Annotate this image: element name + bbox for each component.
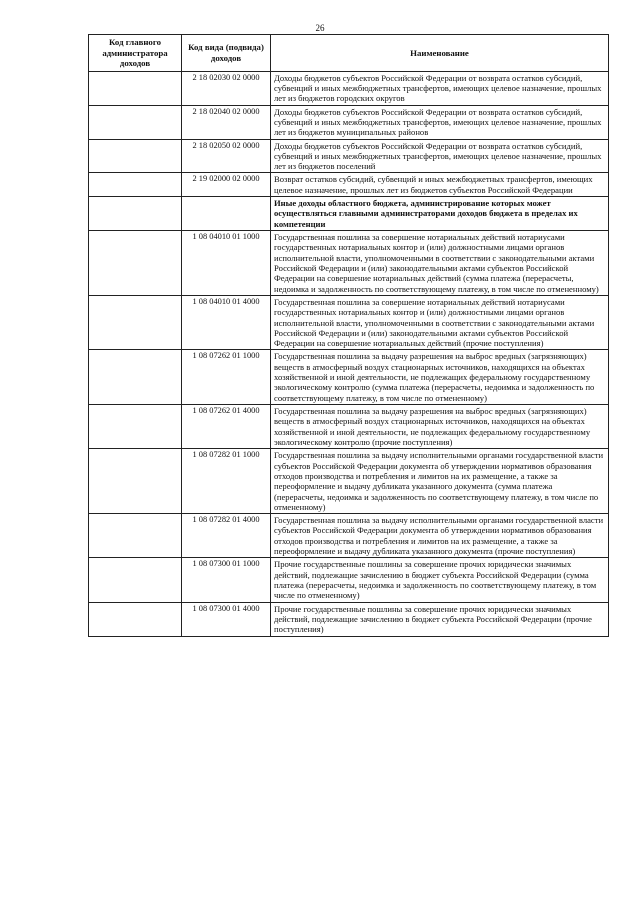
table-row [89, 295, 609, 350]
table-header-row [89, 35, 609, 72]
cell-admin-code [89, 558, 182, 602]
table-row [89, 514, 609, 558]
cell-admin-code [89, 105, 182, 139]
cell-type-code: 2 18 02030 02 0000 [182, 71, 271, 105]
cell-name: Прочие государственные пошлины за совершение прочих юридически значимых действий, подлежащие зачислению в бюджет субъекта Российской Федерации (сумма платежа (перерасчеты, недоимка и задолженность по соответствующему платежу, в том числе по отмененному) [271, 558, 609, 602]
cell-type-code: 1 08 07282 01 1000 [182, 449, 271, 514]
page-number: 26 [315, 23, 325, 33]
cell-name: Прочие государственные пошлины за совершение прочих юридически значимых действий, подлежащие зачислению в бюджет субъекта Российской Федерации (прочие поступления) [271, 602, 609, 636]
cell-name: Возврат остатков субсидий, субвенций и иных межбюджетных трансфертов, имеющих целевое назначение, прошлых лет из бюджетов субъектов Российской Федерации [271, 173, 609, 197]
cell-name: Государственная пошлина за совершение нотариальных действий нотариусами государственных нотариальных контор и (или) должностными лицами органов исполнительной власти, уполномоченными в соответствии с законодательными актами Российской Федерации и (или) законодательными актами субъектов Российской Федерации на совершение нотариальных действий (прочие поступления) [271, 295, 609, 350]
table-row [89, 197, 609, 231]
header-name: Наименование [271, 35, 609, 72]
cell-type-code: 2 18 02050 02 0000 [182, 139, 271, 173]
header-admin-code: Код главного администратора доходов [89, 35, 182, 72]
cell-admin-code [89, 350, 182, 405]
cell-admin-code [89, 405, 182, 449]
cell-type-code: 1 08 07262 01 4000 [182, 405, 271, 449]
cell-type-code: 1 08 07300 01 4000 [182, 602, 271, 636]
cell-admin-code [89, 449, 182, 514]
cell-name: Иные доходы областного бюджета, администрирование которых может осуществляться главными администраторами доходов бюджета в пределах их компетенции [271, 197, 609, 231]
table-row [89, 173, 609, 197]
cell-admin-code [89, 295, 182, 350]
cell-admin-code [89, 173, 182, 197]
table-row [89, 558, 609, 602]
cell-name: Доходы бюджетов субъектов Российской Федерации от возврата остатков субсидий, субвенций и иных межбюджетных трансфертов, имеющих целевое назначение, прошлых лет из бюджетов городских округов [271, 71, 609, 105]
cell-type-code: 2 19 02000 02 0000 [182, 173, 271, 197]
table-row [89, 405, 609, 449]
table-row [89, 105, 609, 139]
table-body [89, 71, 609, 636]
cell-name: Государственная пошлина за выдачу разрешения на выброс вредных (загрязняющих) веществ в атмосферный воздух стационарных источников, находящихся на объектах хозяйственной и иной деятельности, не подлежащих федеральному государственному экологическому контролю (прочие поступления) [271, 405, 609, 449]
cell-name: Государственная пошлина за выдачу разрешения на выброс вредных (загрязняющих) веществ в атмосферный воздух стационарных источников, находящихся на объектах хозяйственной и иной деятельности, не подлежащих федеральному государственному экологическому контролю (сумма платежа (перерасчеты, недоимка и задолженность по соответствующему платежу, в том числе по отмененному) [271, 350, 609, 405]
cell-type-code: 1 08 04010 01 1000 [182, 231, 271, 296]
cell-type-code: 1 08 07282 01 4000 [182, 514, 271, 558]
cell-admin-code [89, 71, 182, 105]
header-type-code: Код вида (подвида) доходов [182, 35, 271, 72]
table-row [89, 350, 609, 405]
cell-admin-code [89, 139, 182, 173]
cell-type-code [182, 197, 271, 231]
cell-type-code: 2 18 02040 02 0000 [182, 105, 271, 139]
table-row [89, 449, 609, 514]
table-row [89, 231, 609, 296]
cell-name: Доходы бюджетов субъектов Российской Федерации от возврата остатков субсидий, субвенций и иных межбюджетных трансфертов, имеющих целевое назначение, прошлых лет из бюджетов поселений [271, 139, 609, 173]
cell-admin-code [89, 602, 182, 636]
cell-admin-code [89, 514, 182, 558]
table-row [89, 602, 609, 636]
cell-admin-code [89, 197, 182, 231]
cell-name: Государственная пошлина за совершение нотариальных действий нотариусами государственных нотариальных контор и (или) должностными лицами органов исполнительной власти, уполномоченными в соответствии с законодательными актами Российской Федерации и (или) законодательными актами субъектов Российской Федерации на совершение нотариальных действий (сумма платежа (перерасчеты, недоимка и задолженность по соответствующему платежу, в том числе по отмененному) [271, 231, 609, 296]
table-row [89, 139, 609, 173]
cell-type-code: 1 08 07300 01 1000 [182, 558, 271, 602]
cell-name: Государственная пошлина за выдачу исполнительными органами государственной власти субъектов Российской Федерации документа об утверждении нормативов образования отходов производства и потребления и лимитов на их размещение, а также за переоформление и выдачу дубликата указанного документа (прочие поступления) [271, 514, 609, 558]
cell-type-code: 1 08 07262 01 1000 [182, 350, 271, 405]
cell-name: Государственная пошлина за выдачу исполнительными органами государственной власти субъектов Российской Федерации документа об утверждении нормативов образования отходов производства и потребления и лимитов на их размещение, а также за переоформление и выдачу дубликата указанного документа (сумма платежа (перерасчеты, недоимка и задолженность по соответствующему платежу, в том числе по отмененному) [271, 449, 609, 514]
table-row [89, 71, 609, 105]
cell-type-code: 1 08 04010 01 4000 [182, 295, 271, 350]
revenue-codes-table [88, 34, 609, 637]
cell-name: Доходы бюджетов субъектов Российской Федерации от возврата остатков субсидий, субвенций и иных межбюджетных трансфертов, имеющих целевое назначение, прошлых лет из бюджетов муниципальных районов [271, 105, 609, 139]
cell-admin-code [89, 231, 182, 296]
